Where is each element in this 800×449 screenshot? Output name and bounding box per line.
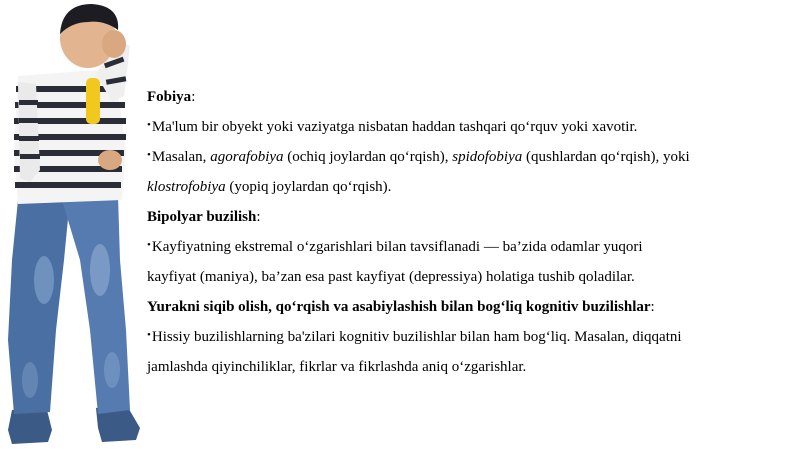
term-italic: agorafobiya xyxy=(210,149,284,165)
text-segment: (ochiq joylardan qo‘rqish), xyxy=(283,149,453,165)
bullet-line xyxy=(147,172,787,202)
section-heading-text: Yurakni siqib olish, qo‘rqish va asabiylashish bilan bog‘liq kognitiv buzilishlar xyxy=(147,299,651,315)
section-heading-colon: : xyxy=(650,299,655,315)
term-italic: spidofobiya xyxy=(452,149,523,165)
section-heading xyxy=(147,202,787,232)
text-segment: kayfiyat (maniya), ba’zan esa past kayfiyat (depressiya) holatiga tushib qoladilar. xyxy=(147,269,635,285)
section-heading-colon: : xyxy=(191,89,196,105)
text-segment: Kayfiyatning ekstremal o‘zgarishlari bilan tavsiflanadi — ba’zida odamlar yuqori xyxy=(151,239,643,255)
text-segment: (qushlardan qo‘rqish), yoki xyxy=(522,149,690,165)
bullet-line xyxy=(147,322,787,352)
section-heading xyxy=(147,82,787,112)
bullet-icon: • xyxy=(147,239,151,251)
bullet-icon: • xyxy=(147,149,151,161)
section-heading-text: Bipolyar buzilish xyxy=(147,209,257,225)
term-italic: klostrofobiya xyxy=(147,179,226,195)
section-heading-text: Fobiya xyxy=(147,89,192,105)
bullet-icon: • xyxy=(147,119,151,131)
text-segment: Hissiy buzilishlarning ba'zilari kognitiv buzilishlar bilan ham bog‘liq. Masalan, diqqatni xyxy=(151,329,682,345)
sad-boy-illustration xyxy=(0,0,145,449)
bullet-line xyxy=(147,352,787,382)
text-segment: Masalan, xyxy=(151,149,211,165)
text-segment: jamlashda qiyinchiliklar, fikrlar va fikrlashda aniq o‘zgarishlar. xyxy=(147,359,527,375)
bullet-line xyxy=(147,112,787,142)
text-segment: Ma'lum bir obyekt yoki vaziyatga nisbatan haddan tashqari qo‘rquv yoki xavotir. xyxy=(151,119,638,135)
section-heading xyxy=(147,292,787,322)
text-segment: (yopiq joylardan qo‘rqish). xyxy=(225,179,392,195)
bullet-icon: • xyxy=(147,329,151,341)
bullet-line xyxy=(147,232,787,262)
section-heading-colon: : xyxy=(256,209,261,225)
bullet-line xyxy=(147,262,787,292)
bullet-line xyxy=(147,142,787,172)
text-content xyxy=(147,82,787,382)
